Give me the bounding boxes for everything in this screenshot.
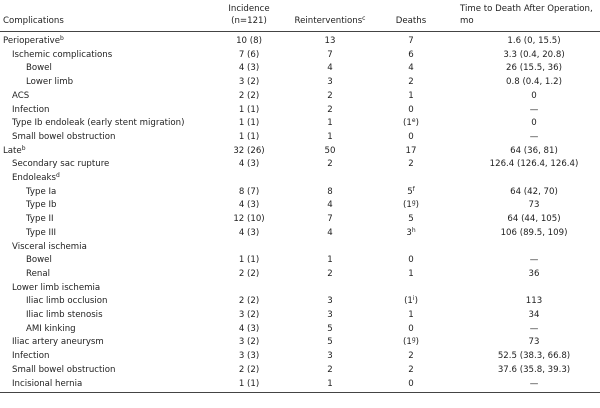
complication-label (0, 350, 218, 364)
deaths-cell: (1$^i$) (404, 295, 418, 307)
complication-label (0, 158, 218, 172)
table-row (0, 227, 600, 241)
complication-name: Late (3, 145, 22, 156)
complication-name: Iliac limb occlusion (26, 296, 108, 307)
reinterventions-cell: 1 (327, 255, 333, 266)
complication-label (0, 241, 218, 255)
header-time-to-death: Time to Death After Operation, mo (442, 4, 600, 32)
incidence-cell: 4 (3) (238, 159, 260, 170)
reinterventions-cell: 2 (327, 159, 333, 170)
footnote-marker: g (411, 336, 416, 344)
incidence-cell: 4 (3) (238, 63, 260, 74)
incidence-cell: 2 (2) (238, 296, 260, 307)
complications-table (0, 4, 600, 391)
deaths-value: 0 (408, 323, 414, 334)
footnote-marker: e (411, 117, 416, 125)
deaths-value: 1 (407, 296, 413, 307)
incidence-cell (218, 241, 280, 255)
table-row (0, 364, 600, 378)
table-row (0, 268, 600, 282)
time-to-death-cell: 0.8 (0.4, 1.2) (506, 77, 562, 88)
header-incidence: Incidence (n=121) (218, 4, 280, 32)
complication-name: Infection (12, 351, 50, 362)
deaths-value: 0 (408, 255, 414, 266)
reinterventions-cell: 4 (327, 227, 333, 238)
deaths-value: 0 (408, 378, 414, 389)
time-to-death-cell: 106 (89.5, 109) (500, 227, 568, 238)
time-to-death-cell: 52.5 (38.3, 66.8) (497, 351, 571, 362)
incidence-cell: 1 (1) (238, 378, 260, 389)
table-row (0, 350, 600, 364)
complication-label (0, 104, 218, 118)
incidence-cell: 32 (26) (233, 145, 265, 156)
deaths-value: 2 (408, 159, 414, 170)
footnote-marker: h (411, 226, 416, 234)
reinterventions-cell: 2 (327, 90, 333, 101)
incidence-cell: 4 (3) (238, 323, 260, 334)
complication-name: Bowel (26, 255, 52, 266)
header-complications: Complications (0, 4, 218, 32)
incidence-cell: 3 (2) (238, 77, 260, 88)
reinterventions-cell: 2 (327, 268, 333, 279)
complication-label (0, 364, 218, 378)
table-row (0, 158, 600, 172)
table-row (0, 199, 600, 213)
deaths-cell (380, 158, 442, 172)
time-to-death-cell: 26 (15.5, 36) (506, 63, 562, 74)
table-row (0, 32, 600, 49)
complication-label (0, 90, 218, 104)
time-to-death-cell: 0 (531, 118, 537, 129)
reinterventions-cell: 8 (327, 186, 333, 197)
incidence-cell: 7 (6) (238, 49, 260, 60)
deaths-cell (380, 32, 442, 49)
deaths-value: 1 (408, 268, 414, 279)
deaths-cell (380, 172, 442, 186)
reinterventions-cell: 5 (327, 337, 333, 348)
deaths-cell (380, 213, 442, 227)
complication-label (0, 49, 218, 63)
table-row (0, 282, 600, 296)
complication-label (0, 131, 218, 145)
footnote-marker: b (21, 144, 26, 152)
complication-name: Iliac artery aneurysm (12, 337, 104, 348)
footnote-marker: b (60, 35, 64, 42)
deaths-cell (380, 186, 442, 200)
complication-label (0, 336, 218, 350)
incidence-cell: 12 (10) (233, 214, 265, 225)
time-to-death-cell: 126.4 (126.4, 126.4) (489, 159, 579, 170)
complication-name: Lower limb (26, 77, 74, 88)
incidence-cell: 10 (8) (236, 36, 262, 46)
time-to-death-cell: 64 (42, 70) (510, 186, 558, 197)
time-to-death-cell: 0 (531, 90, 537, 101)
table-row (0, 90, 600, 104)
deaths-value: 5 (407, 186, 413, 197)
deaths-cell (380, 104, 442, 118)
complication-name: Type Ib endoleak (early stent migration) (12, 118, 185, 129)
reinterventions-cell: 3 (327, 351, 333, 362)
reinterventions-cell: 4 (327, 200, 333, 211)
time-to-death-cell: — (529, 131, 539, 142)
complication-name: Ischemic complications (12, 49, 113, 60)
reinterventions-cell: 1 (327, 378, 333, 389)
deaths-value: 1 (408, 310, 414, 321)
complication-label (0, 62, 218, 76)
incidence-cell: 8 (7) (238, 186, 260, 197)
deaths-cell (380, 350, 442, 364)
deaths-value: 1 (406, 200, 412, 211)
incidence-cell: 1 (1) (238, 255, 260, 266)
deaths-value: 1 (406, 337, 412, 348)
complication-label (0, 295, 218, 309)
deaths-cell: (1$^g$) (403, 199, 419, 211)
complication-label (0, 32, 218, 49)
deaths-cell (380, 268, 442, 282)
table-row (0, 145, 600, 159)
time-to-death-cell (442, 282, 600, 296)
time-to-death-cell: — (529, 323, 539, 334)
incidence-cell (218, 172, 280, 186)
reinterventions-cell: 50 (324, 145, 336, 156)
incidence-cell: 1 (1) (238, 118, 260, 129)
complication-label (0, 76, 218, 90)
deaths-value: 6 (408, 49, 414, 60)
deaths-cell: (1$^g$) (403, 336, 419, 348)
complication-name: Type III (26, 227, 57, 238)
deaths-value: 5 (408, 214, 414, 225)
table-row (0, 131, 600, 145)
time-to-death-cell: 64 (36, 81) (510, 145, 558, 156)
time-to-death-cell: 37.6 (35.8, 39.3) (497, 364, 571, 375)
complication-name: Type Ia (26, 186, 57, 197)
table-row (0, 117, 600, 131)
deaths-value: 2 (408, 364, 414, 375)
complication-name: ACS (12, 90, 30, 101)
reinterventions-cell: 2 (327, 104, 333, 115)
deaths-cell (380, 62, 442, 76)
footnote-marker: f (412, 185, 415, 193)
footnote-marker: i (412, 295, 415, 303)
complication-name: Lower limb ischemia (12, 282, 101, 293)
header-deaths: Deaths (380, 4, 442, 32)
complication-name: Infection (12, 104, 50, 115)
incidence-cell: 2 (2) (238, 268, 260, 279)
table-row (0, 76, 600, 90)
deaths-cell (380, 323, 442, 337)
deaths-value: 1 (406, 118, 412, 129)
table-row (0, 104, 600, 118)
table-row (0, 323, 600, 337)
complication-label (0, 282, 218, 296)
complication-name: Visceral ischemia (12, 241, 87, 252)
complication-label (0, 186, 218, 200)
table-bottom-rule (0, 392, 600, 393)
complication-name: Secondary sac rupture (12, 159, 110, 170)
reinterventions-cell (280, 172, 380, 186)
complication-label (0, 117, 218, 131)
time-to-death-cell: 36 (528, 268, 540, 279)
table-row (0, 241, 600, 255)
deaths-value: 3 (406, 227, 412, 238)
deaths-cell (380, 282, 442, 296)
time-to-death-cell: 34 (528, 310, 540, 321)
incidence-cell (218, 282, 280, 296)
complication-label (0, 172, 218, 186)
complication-label (0, 268, 218, 282)
table-header-row (0, 4, 600, 32)
incidence-cell: 2 (2) (238, 364, 260, 375)
incidence-cell: 1 (1) (238, 104, 260, 115)
incidence-cell: 3 (2) (238, 337, 260, 348)
reinterventions-cell: 5 (327, 323, 333, 334)
incidence-cell: 4 (3) (238, 227, 260, 238)
complication-name: Bowel (26, 63, 52, 74)
complication-name: Type II (26, 214, 54, 225)
deaths-cell (380, 145, 442, 159)
complication-label (0, 309, 218, 323)
complication-name: Small bowel obstruction (12, 364, 116, 375)
deaths-cell (380, 364, 442, 378)
time-to-death-cell: 1.6 (0, 15.5) (507, 36, 561, 46)
deaths-cell (380, 378, 442, 392)
table-row (0, 213, 600, 227)
complication-name: Renal (26, 268, 50, 279)
deaths-cell (380, 49, 442, 63)
deaths-cell (380, 90, 442, 104)
table-row (0, 172, 600, 186)
table-row (0, 336, 600, 350)
time-to-death-cell (442, 172, 600, 186)
table-row (0, 295, 600, 309)
header-reinterventions: Reinterventions$^c$ (280, 4, 380, 32)
table-row (0, 62, 600, 76)
footnote-marker: d (55, 172, 60, 180)
incidence-cell: 4 (3) (238, 200, 260, 211)
table-row (0, 378, 600, 392)
incidence-cell: 1 (1) (238, 131, 260, 142)
deaths-value: 2 (408, 77, 414, 88)
deaths-value: 0 (408, 104, 414, 115)
deaths-value: 17 (405, 145, 417, 156)
reinterventions-cell: 7 (327, 49, 333, 60)
complication-label (0, 145, 218, 159)
time-to-death-cell: — (529, 104, 539, 115)
complication-label (0, 213, 218, 227)
reinterventions-cell (280, 282, 380, 296)
table-body (0, 32, 600, 392)
reinterventions-cell: 3 (327, 77, 333, 88)
complication-label (0, 254, 218, 268)
reinterventions-cell: 2 (327, 364, 333, 375)
table-row (0, 186, 600, 200)
reinterventions-cell (280, 241, 380, 255)
complication-label (0, 199, 218, 213)
deaths-value: 0 (408, 131, 414, 142)
deaths-value: 1 (408, 90, 414, 101)
reinterventions-cell: 13 (324, 36, 336, 46)
time-to-death-cell (442, 241, 600, 255)
complication-label (0, 323, 218, 337)
deaths-cell (380, 241, 442, 255)
deaths-cell (380, 227, 442, 241)
deaths-cell (380, 131, 442, 145)
deaths-cell (380, 309, 442, 323)
complication-name: Endoleaks (12, 173, 56, 184)
reinterventions-cell: 7 (327, 214, 333, 225)
complication-name: Small bowel obstruction (12, 131, 116, 142)
complication-name: Incisional hernia (12, 378, 83, 389)
incidence-cell: 2 (2) (238, 90, 260, 101)
time-to-death-cell: 3.3 (0.4, 20.8) (503, 49, 565, 60)
deaths-cell (380, 254, 442, 268)
incidence-cell: 3 (2) (238, 310, 260, 321)
time-to-death-cell: — (529, 255, 539, 266)
deaths-cell: (1e) (403, 117, 419, 129)
complication-name: AMI kinking (26, 323, 76, 334)
time-to-death-cell: 73 (528, 200, 540, 211)
complication-name: Type Ib (26, 200, 57, 211)
complication-label (0, 378, 218, 392)
time-to-death-cell: 113 (525, 296, 543, 307)
reinterventions-cell: 1 (327, 118, 333, 129)
time-to-death-cell: — (529, 378, 539, 389)
incidence-cell: 3 (3) (238, 351, 260, 362)
deaths-value: 4 (408, 63, 414, 74)
reinterventions-cell: 1 (327, 131, 333, 142)
reinterventions-cell: 3 (327, 310, 333, 321)
table-row (0, 309, 600, 323)
deaths-value: 7 (408, 36, 414, 46)
time-to-death-cell: 73 (528, 337, 540, 348)
reinterventions-cell: 4 (327, 63, 333, 74)
time-to-death-cell: 64 (44, 105) (507, 214, 561, 225)
deaths-value: 2 (408, 351, 414, 362)
reinterventions-cell: 3 (327, 296, 333, 307)
complication-label (0, 227, 218, 241)
footnote-marker: g (411, 199, 416, 207)
table-row (0, 254, 600, 268)
complication-name: Perioperative (3, 36, 61, 46)
complication-name: Iliac limb stenosis (26, 310, 103, 321)
deaths-cell (380, 76, 442, 90)
table-row (0, 49, 600, 63)
